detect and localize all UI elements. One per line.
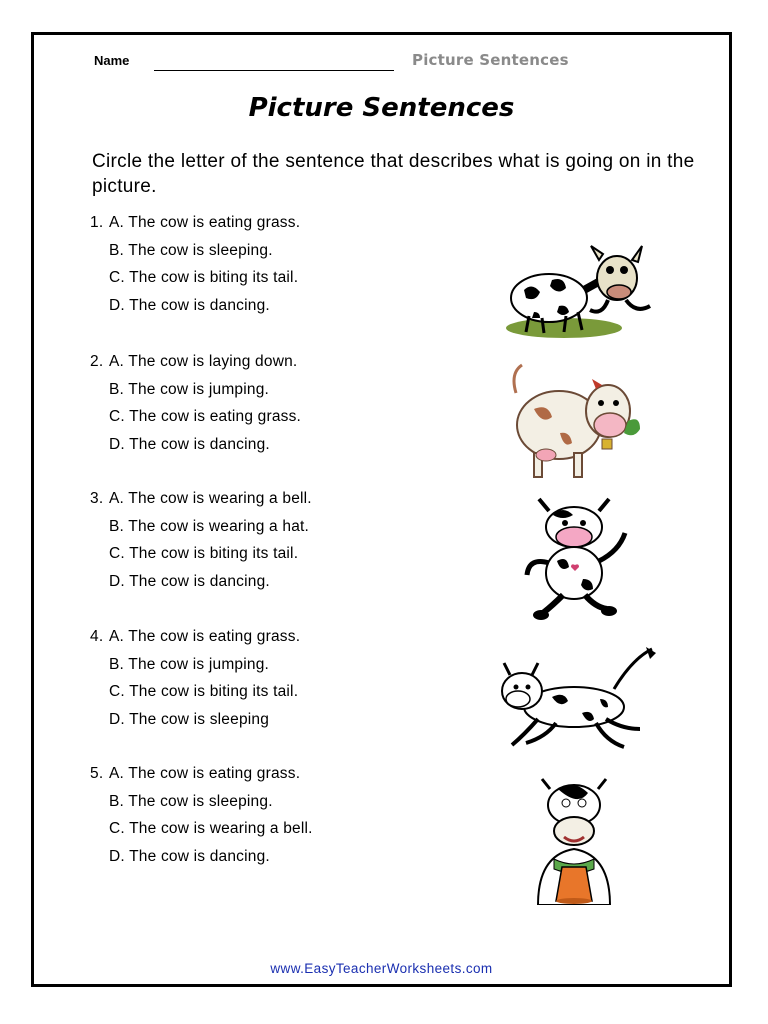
question-option[interactable] [90, 760, 490, 788]
question-option[interactable] [90, 348, 490, 376]
question-number: 3. [90, 490, 104, 507]
question-number: 2. [90, 353, 104, 370]
cow-eating-grass-icon [504, 220, 654, 345]
question-option[interactable] [90, 540, 490, 568]
option-text: A. The cow is eating grass. [109, 628, 301, 645]
option-text: D. The cow is dancing. [109, 296, 270, 314]
cow-chewing-icon [504, 363, 644, 481]
question-option[interactable] [90, 292, 490, 320]
option-text: A. The cow is wearing a bell. [109, 490, 312, 507]
option-text: A. The cow is laying down. [109, 353, 298, 370]
header-title: Picture Sentences [412, 51, 569, 69]
option-text: C. The cow is biting its tail. [109, 683, 299, 700]
question-option[interactable] [90, 568, 490, 596]
question-option[interactable] [90, 264, 490, 292]
question-option[interactable] [90, 237, 490, 265]
name-label: Name [94, 53, 130, 68]
option-text: B. The cow is sleeping. [109, 792, 273, 810]
cow-jumping-icon [496, 643, 658, 763]
question-option[interactable] [90, 815, 490, 843]
question-number: 4. [90, 628, 104, 645]
question-4 [90, 623, 490, 733]
page-title: Picture Sentences [248, 93, 515, 123]
question-option[interactable] [90, 431, 490, 459]
option-text: D. The cow is dancing. [109, 572, 270, 590]
question-option[interactable] [90, 403, 490, 431]
option-text: A. The cow is eating grass. [109, 765, 301, 782]
instructions: Circle the letter of the sentence that describes what is going on in the picture. [92, 151, 695, 197]
option-text: B. The cow is jumping. [109, 380, 270, 398]
option-text: C. The cow is biting its tail. [109, 545, 299, 562]
cow-dancing-icon [519, 493, 634, 628]
question-number: 5. [90, 765, 104, 782]
question-option[interactable] [90, 843, 490, 871]
cow-with-bell-icon [524, 775, 629, 905]
question-1 [90, 209, 490, 319]
name-field[interactable] [154, 70, 394, 71]
option-text: C. The cow is wearing a bell. [109, 820, 313, 837]
question-option[interactable] [90, 788, 490, 816]
question-2 [90, 348, 490, 458]
question-option[interactable] [90, 651, 490, 679]
question-option[interactable] [90, 485, 490, 513]
option-text: B. The cow is jumping. [109, 655, 270, 673]
question-5 [90, 760, 490, 870]
question-option[interactable] [90, 376, 490, 404]
option-text: C. The cow is eating grass. [109, 408, 302, 425]
question-option[interactable] [90, 513, 490, 541]
question-option[interactable] [90, 623, 490, 651]
question-option[interactable] [90, 706, 490, 734]
option-text: B. The cow is sleeping. [109, 241, 273, 259]
option-text: A. The cow is eating grass. [109, 214, 301, 231]
worksheet-page [31, 32, 732, 987]
option-text: D. The cow is dancing. [109, 435, 270, 453]
option-text: D. The cow is dancing. [109, 847, 270, 865]
footer-link[interactable]: www.EasyTeacherWorksheets.com [270, 961, 493, 976]
question-3 [90, 485, 490, 595]
option-text: C. The cow is biting its tail. [109, 269, 299, 286]
question-option[interactable] [90, 678, 490, 706]
question-option[interactable] [90, 209, 490, 237]
option-text: D. The cow is sleeping [109, 710, 270, 728]
option-text: B. The cow is wearing a hat. [109, 517, 310, 535]
question-number: 1. [90, 214, 104, 231]
